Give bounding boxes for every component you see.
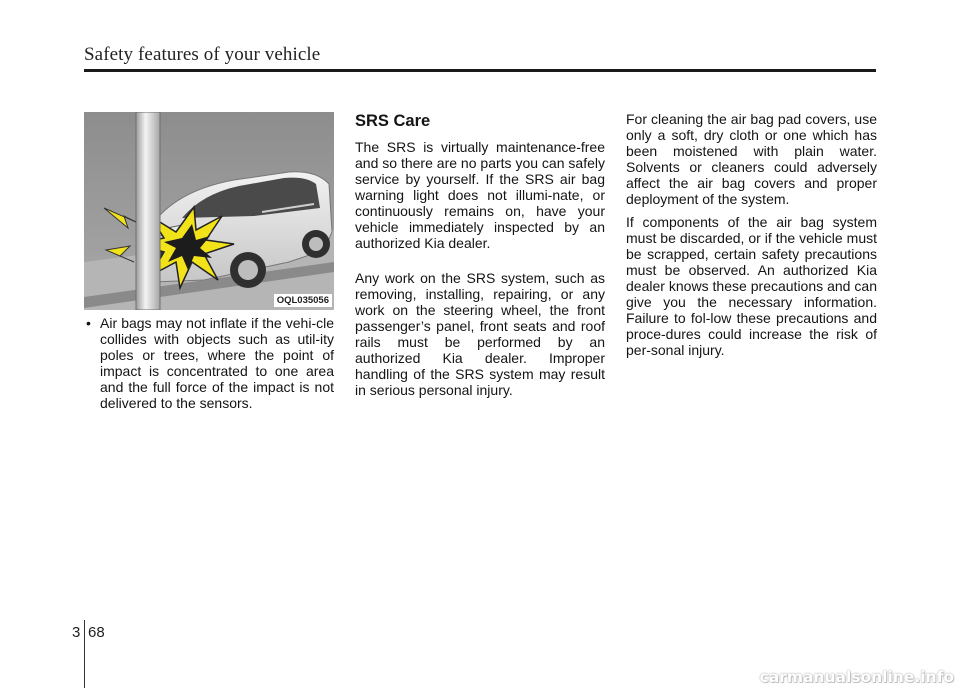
footer-divider — [84, 620, 85, 688]
column-left — [84, 315, 334, 411]
bullet-item — [84, 315, 334, 411]
paragraph-disposal: If components of the air bag system must be discarded, or if the vehicle must be scrapped, certain safety precautions must be observed. An authorized Kia dealer knows these precautions and can give you the necessary information. Failure to fol-low these precautions and proce-dures could increase the risk of per-sonal injury. — [626, 214, 877, 358]
car-pole-impact-image — [84, 112, 334, 310]
figure-code-label: OQL035056 — [274, 294, 332, 307]
header-rule — [84, 69, 876, 72]
watermark: carmanualsonline.info — [759, 668, 954, 686]
paragraph-maintenance: The SRS is virtually maintenance-free and so there are no parts you can safely service by yourself. If the SRS air bag warning light does not illumi-nate, or continuously remains on, have your vehicle immediately inspected by an authorized Kia dealer. — [355, 139, 605, 251]
column-middle — [355, 111, 605, 398]
chapter-number: 3 — [72, 624, 81, 641]
crash-illustration — [84, 112, 334, 310]
column-right — [626, 111, 877, 358]
paragraph-srs-work: Any work on the SRS system, such as removing, installing, repairing, or any work on the steering wheel, the front passenger’s panel, front seats and roof rails must be performed by an authorized Kia dealer. Improper handling of the SRS system may result in serious personal injury. — [355, 270, 605, 398]
bullet-dot-icon: • — [86, 315, 91, 331]
paragraph-cleaning: For cleaning the air bag pad covers, use only a soft, dry cloth or one which has been moistened with plain water. Solvents or cleaners could adversely affect the air bag covers and proper deployment of the system. — [626, 111, 877, 207]
section-heading: SRS Care — [355, 112, 431, 130]
bullet-text: Air bags may not inflate if the vehi-cle collides with objects such as util-ity poles or trees, where the point of impact is concentrated to one area and the full force of the impact is not delivered to the sensors. — [100, 315, 334, 411]
page-header-title: Safety features of your vehicle — [84, 44, 321, 65]
page-number: 68 — [88, 624, 105, 641]
